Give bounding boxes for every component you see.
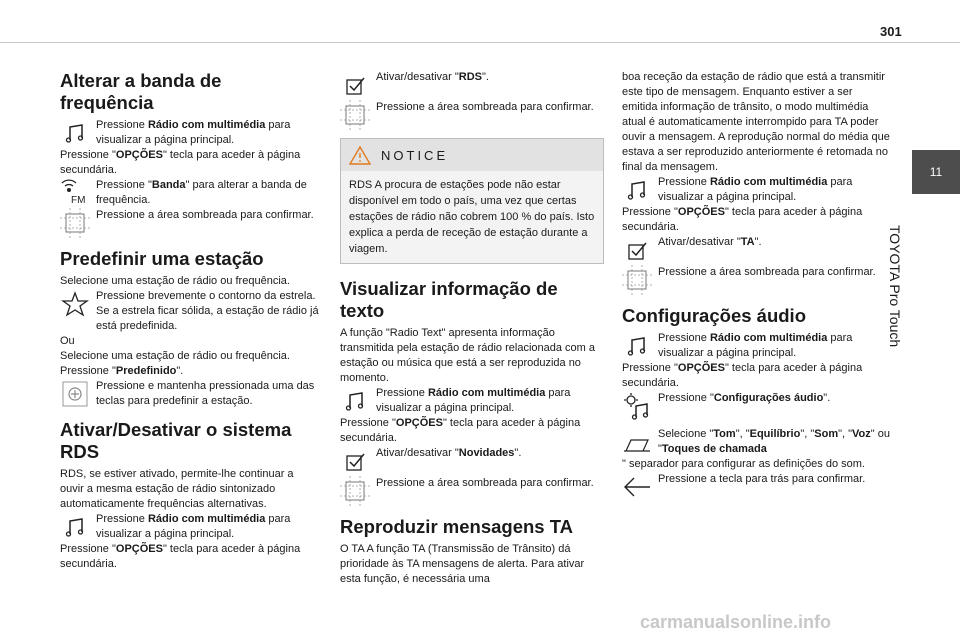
step-rds-confirm: Pressione a área sombreada para confirmar. (340, 100, 604, 130)
step-rds-options: Pressione "OPÇÕES" tecla para aceder à página secundária. (60, 543, 301, 570)
watermark: carmanualsonline.info (640, 612, 832, 632)
step-band-2: FM Pressione "Banda" para alterar a banda de frequência. (60, 178, 320, 208)
heading-band: Alterar a banda de frequência (60, 70, 222, 113)
step-text-options: Pressione "OPÇÕES" tecla para aceder à página secundária. (340, 417, 581, 444)
column-2: Ativar/desativar "RDS". Pressione a área sombreada para confirmar. NOTICE RDS A procura de estações pode não estar disponível em todo o país, uma vez que certas estações de rádio não cobrem 100 % do país. Isto explica a perda de receção de estação durante a viagem. Visualizar informação de texto A função "Radio Text" apresenta informação transmitida pela estação de rádio relacionada com a estação ou música que está a ser reproduzida no momento. Pressione Rádio com multimédia para visualizar a página principal. Pressione "OPÇÕES" tecla para aceder à página secundária. Ativar/desativar "Novidades". Pressione a área sombreada para confirmar. Reproduzir mensagens TA O TA A função TA (Transmissão de Trânsito) dá prioridade às TA mensagens de alerta. Para ativar esta função, é necessária uma (340, 70, 604, 587)
music-note-icon (622, 331, 652, 361)
svg-text:FM: FM (71, 195, 86, 206)
step-ta-confirm: Pressione a área sombreada para confirmar. (622, 265, 890, 295)
step-audio-options: Pressione "OPÇÕES" tecla para aceder à página secundária. (622, 362, 863, 389)
shaded-area-icon (340, 476, 370, 506)
step-audio-back: Pressione a tecla para trás para confirmar. (622, 472, 890, 502)
chapter-label-wrap (887, 225, 919, 365)
step-text-1: Pressione Rádio com multimédia para visualizar a página principal. (340, 386, 604, 416)
notice-header (341, 139, 603, 171)
shaded-area-icon (340, 100, 370, 130)
notice-box (340, 138, 604, 264)
heading-audio: Configurações áudio (622, 305, 806, 326)
step-rds-1: Pressione Rádio com multimédia para visualizar a página principal. (60, 512, 320, 542)
step-audio-2: Pressione "Configurações áudio". (622, 391, 890, 421)
heading-ta: Reproduzir mensagens TA (340, 516, 574, 537)
heading-rds: Ativar/Desativar o sistema RDS (60, 419, 292, 462)
step-text-toggle: Ativar/desativar "Novidades". (340, 446, 604, 476)
page-number: 301 (880, 24, 902, 39)
column-1: Alterar a banda de frequência Pressione Rádio com multimédia para visualizar a página principal. Pressione "OPÇÕES" tecla para aceder à página secundária. FM Pressione "Banda" para alterar a banda de frequência. Pressione a área sombreada para confirmar. Predefinir uma estação Selecione uma estação de rádio ou frequência. Pressione brevemente o contorno da estrela. Se a estrela ficar sólida, a estação de rádio já está predefinida. Ou Selecione uma estação de rádio ou frequência. Pressione "Predefinido". Pressione e mantenha pressionada uma das teclas para predefinir a estação. Ativar/Desativar o sistema RDS RDS, se estiver ativado, permite-lhe continuar a ouvir a mesma estação de rádio sintonizado automaticamente frequências alternativas. Pressione Rádio com multimédia para visualizar a página principal. Pressione "OPÇÕES" tecla para aceder à página secundária. (60, 70, 319, 570)
back-arrow-icon (622, 472, 652, 502)
checkbox-icon (340, 446, 370, 476)
step-preset-1: Pressione brevemente o contorno da estrela. Se a estrela ficar sólida, a estação de rádio já está predefinida. (60, 289, 320, 334)
tab-separator-icon (622, 427, 652, 457)
heading-preset: Predefinir uma estação (60, 248, 264, 269)
heading-text: Visualizar informação de texto (340, 278, 558, 321)
music-note-icon (622, 175, 652, 205)
checkbox-icon (340, 70, 370, 100)
step-ta-options: Pressione "OPÇÕES" tecla para aceder à página secundária. (622, 206, 863, 233)
step-ta-toggle: Ativar/desativar "TA". (622, 235, 890, 265)
radio-fm-icon (60, 178, 90, 208)
shaded-area-icon (622, 265, 652, 295)
step-text-confirm: Pressione a área sombreada para confirmar. (340, 476, 604, 506)
shaded-area-icon (60, 208, 90, 238)
warning-icon (349, 145, 371, 165)
star-outline-icon (60, 289, 90, 319)
step-ta-1: Pressione Rádio com multimédia para visualizar a página principal. (622, 175, 890, 205)
gear-music-icon (622, 391, 652, 421)
step-rds-toggle: Ativar/desativar "RDS". (340, 70, 604, 100)
header-rule (0, 42, 960, 43)
step-band-options: Pressione "OPÇÕES" tecla para aceder à página secundária. (60, 149, 301, 176)
step-audio-1: Pressione Rádio com multimédia para visualizar a página principal. (622, 331, 890, 361)
step-band-1: Pressione Rádio com multimédia para visualizar a página principal. (60, 118, 320, 148)
step-band-3: Pressione a área sombreada para confirmar. (60, 208, 320, 238)
notice-title: NOTICE (381, 147, 449, 163)
preset-key-icon (60, 379, 90, 409)
music-note-icon (340, 386, 370, 416)
notice-text: RDS A procura de estações pode não estar disponível em todo o país, uma vez que certas estações de rádio não cobrem 100 % do país. Isto explica a perda de receção de estação durante a viagem. (349, 179, 595, 255)
chapter-label: TOYOTA Pro Touch (887, 225, 903, 348)
step-preset-2: Pressione e mantenha pressionada uma das teclas para predefinir a estação. (60, 379, 320, 409)
chapter-tab: 11 (912, 150, 960, 194)
checkbox-icon (622, 235, 652, 265)
music-note-icon (60, 512, 90, 542)
column-3: boa receção da estação de rádio que está a transmitir este tipo de mensagem. Enquanto estiver a ser emitida informação de trânsito, o modo multimédia atual é automaticamente interrompido para TA poder ouvir a mensagem. A reprodução normal do média que estava a ser reproduzido anteriormente é retomada no final da mensagem. Pressione Rádio com multimédia para visualizar a página principal. Pressione "OPÇÕES" tecla para aceder à página secundária. Ativar/desativar "TA". Pressione a área sombreada para confirmar. Configurações áudio Pressione Rádio com multimédia para visualizar a página principal. Pressione "OPÇÕES" tecla para aceder à página secundária. Pressione "Configurações áudio". Selecione "Tom", "Equilíbrio", "Som", "Voz" ou "Toques de chamada " separador para configurar as definições do som. Pressione a tecla para trás para confirmar. (622, 70, 890, 502)
step-preset-predef: Pressione "Predefinido". (60, 365, 184, 377)
step-audio-select: Selecione "Tom", "Equilíbrio", "Som", "Voz" ou "Toques de chamada (622, 427, 890, 457)
music-note-icon (60, 118, 90, 148)
